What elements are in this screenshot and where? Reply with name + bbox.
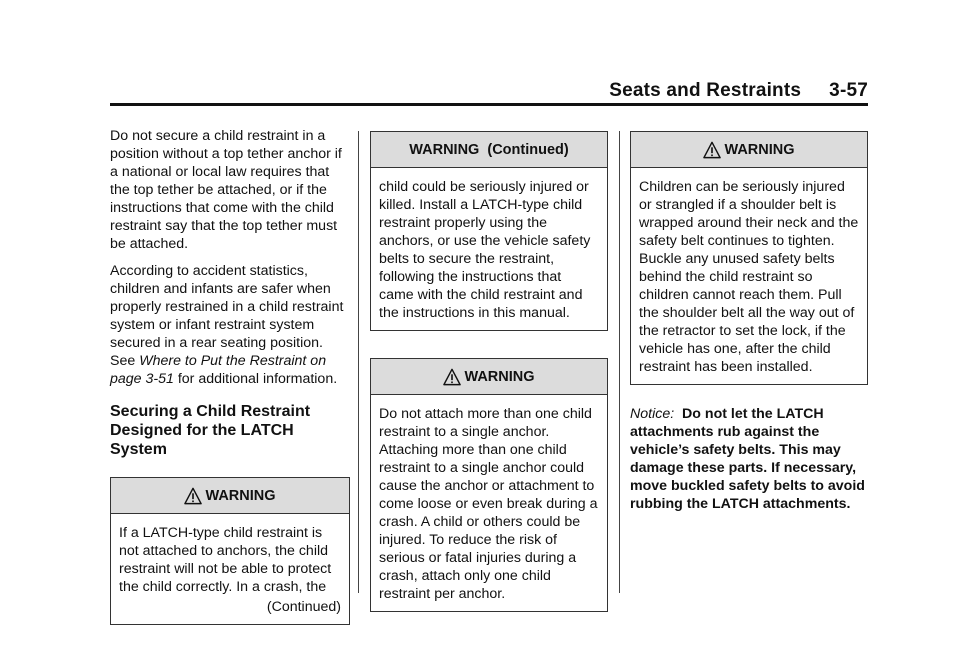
column-3 bbox=[630, 131, 868, 522]
warning-title: WARNING bbox=[464, 368, 535, 385]
column-2 bbox=[370, 131, 608, 612]
warning-box-shoulder-belt bbox=[630, 131, 868, 385]
paragraph-top-tether: Do not secure a child restraint in a position without a top tether anchor if a national or local law requires that the top tether be attached, or if the instructions that come with the child restraint say that the top tether must be attached. bbox=[110, 128, 342, 252]
warning-triangle-icon bbox=[703, 141, 721, 159]
paragraph-text: for additional information. bbox=[173, 371, 338, 387]
continued-label: (Continued) bbox=[266, 599, 341, 615]
section-title: Seats and Restraints bbox=[609, 80, 802, 101]
warning-box-latch bbox=[110, 477, 350, 625]
warning-body: Do not attach more than one child restraint to a single anchor. Attaching more than one child restraint to a single anchor could cause the anchor or attachment to come loose or even break during a crash. A child or others could be injured. To reduce the risk of serious or fatal injuries during a crash, attach only one child restraint per anchor. bbox=[379, 406, 598, 602]
paragraph-accident-stats bbox=[110, 262, 350, 388]
warning-text: If a LATCH-type child restraint is not attached to anchors, the child restraint will not be able to protect the child correctly. In a crash, the bbox=[119, 525, 332, 595]
warning-title: WARNING bbox=[724, 141, 795, 158]
warning-box-continued bbox=[370, 131, 608, 331]
section-heading: Securing a Child Restraint Designed for the LATCH System bbox=[110, 403, 311, 458]
notice-text: Do not let the LATCH attachments rub against the vehicle’s safety belts. This may damage these parts. If necessary, move buckled safety belts to avoid rubbing the LATCH attachments. bbox=[630, 406, 865, 512]
warning-title: WARNING bbox=[205, 487, 276, 504]
warning-header bbox=[371, 359, 607, 395]
warning-body: child could be seriously injured or killed. Install a LATCH-type child restraint properly using the anchors, or use the vehicle safety belts to secure the restraint, following the instructions that came with the child restraint and the instructions in this manual. bbox=[379, 179, 591, 321]
column-divider-2 bbox=[619, 131, 620, 593]
cross-reference: Where to Put the Restraint on page 3-51 bbox=[110, 353, 327, 387]
warning-header bbox=[631, 132, 867, 168]
warning-box-single-anchor bbox=[370, 358, 608, 612]
paragraph-text: According to accident statistics, children and infants are safer when properly restrained in a child restraint system or infant restraint system secured in a rear seating position. See bbox=[110, 263, 344, 369]
warning-header bbox=[371, 132, 607, 168]
column-1 bbox=[110, 127, 350, 625]
column-divider-1 bbox=[358, 131, 359, 593]
notice-label: Notice: bbox=[630, 406, 675, 422]
page-header bbox=[609, 80, 868, 102]
warning-body bbox=[111, 514, 349, 624]
warning-title: WARNING (Continued) bbox=[409, 141, 569, 158]
warning-body: Children can be seriously injured or strangled if a shoulder belt is wrapped around their neck and the safety belt continues to tighten. Buckle any unused safety belts behind the child restraint so children cannot reach them. Pull the shoulder belt all the way out of the retractor to set the lock, if the vehicle has one, after the child restraint has been installed. bbox=[639, 179, 859, 375]
warning-header bbox=[111, 478, 349, 514]
page-number: 3-57 bbox=[829, 80, 868, 101]
header-rule bbox=[110, 103, 868, 106]
warning-triangle-icon bbox=[443, 368, 461, 386]
notice-paragraph bbox=[630, 405, 868, 513]
warning-triangle-icon bbox=[184, 487, 202, 505]
